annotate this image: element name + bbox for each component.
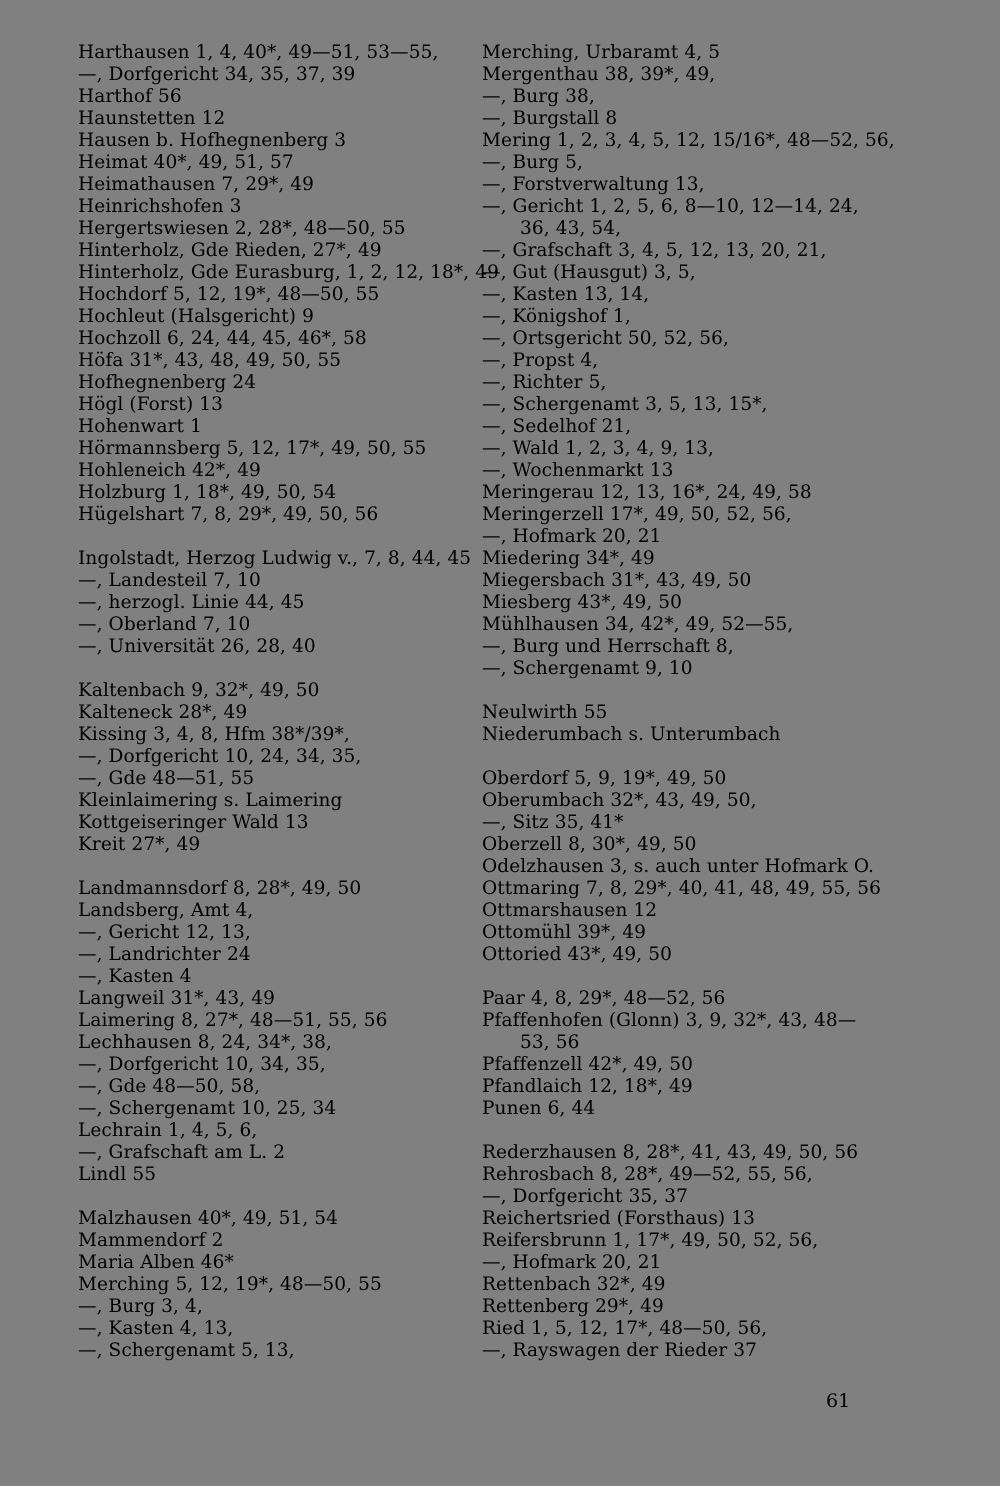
index-entry: —, Burg 38,	[482, 86, 595, 107]
index-entry: Harthof 56	[78, 86, 182, 107]
index-entry: —, Hofmark 20, 21	[482, 526, 662, 547]
index-entry: Hausen b. Hofhegnenberg 3	[78, 130, 347, 151]
index-entry: Hörmannsberg 5, 12, 17*, 49, 50, 55	[78, 438, 427, 459]
index-entry: —, Gericht 12, 13,	[78, 922, 251, 943]
index-entry: Rederzhausen 8, 28*, 41, 43, 49, 50, 56	[482, 1142, 859, 1163]
index-entry: Langweil 31*, 43, 49	[78, 988, 275, 1009]
index-entry-continuation: 36, 43, 54,	[520, 218, 622, 239]
index-entry: Rettenbach 32*, 49	[482, 1274, 666, 1295]
index-column-left	[78, 42, 499, 1384]
index-entry: —, Landesteil 7, 10	[78, 570, 261, 591]
index-entry: Rehrosbach 8, 28*, 49—52, 55, 56,	[482, 1164, 813, 1185]
index-entry: —, Wald 1, 2, 3, 4, 9, 13,	[482, 438, 715, 459]
index-entry: —, Dorfgericht 34, 35, 37, 39	[78, 64, 356, 85]
index-entry: Punen 6, 44	[482, 1098, 596, 1119]
index-entry: —, Kasten 4	[78, 966, 192, 987]
index-letter-group	[482, 42, 895, 680]
index-entry: Merching, Urbaramt 4, 5	[482, 42, 721, 63]
index-entry: Hochdorf 5, 12, 19*, 48—50, 55	[78, 284, 380, 305]
index-entry: Odelzhausen 3, s. auch unter Hofmark O.	[482, 856, 875, 877]
index-letter-group	[482, 768, 882, 966]
index-entry: —, Gericht 1, 2, 5, 6, 8—10, 12—14, 24,	[482, 196, 859, 217]
index-entry: —, Universität 26, 28, 40	[78, 636, 316, 657]
index-entry: —, Dorfgericht 10, 24, 34, 35,	[78, 746, 362, 767]
index-entry: —, Gde 48—51, 55	[78, 768, 255, 789]
index-entry: —, Schergenamt 9, 10	[482, 658, 693, 679]
index-entry: —, Sedelhof 21,	[482, 416, 632, 437]
index-entry: —, Burg 5,	[482, 152, 583, 173]
index-entry: Pfaffenzell 42*, 49, 50	[482, 1054, 693, 1075]
index-entry: Kaltenbach 9, 32*, 49, 50	[78, 680, 320, 701]
index-entry: Oberdorf 5, 9, 19*, 49, 50	[482, 768, 727, 789]
index-entry: Kissing 3, 4, 8, Hfm 38*/39*,	[78, 724, 350, 745]
index-entry: Laimering 8, 27*, 48—51, 55, 56	[78, 1010, 388, 1031]
index-entry: Landsberg, Amt 4,	[78, 900, 254, 921]
index-entry: Reifersbrunn 1, 17*, 49, 50, 52, 56,	[482, 1230, 819, 1251]
index-entry: Hohleneich 42*, 49	[78, 460, 261, 481]
index-entry: Merching 5, 12, 19*, 48—50, 55	[78, 1274, 382, 1295]
index-entry: Mühlhausen 34, 42*, 49, 52—55,	[482, 614, 794, 635]
index-entry: Högl (Forst) 13	[78, 394, 224, 415]
index-entry: Lechhausen 8, 24, 34*, 38,	[78, 1032, 333, 1053]
index-letter-group	[78, 548, 478, 658]
index-entry: —, Ortsgericht 50, 52, 56,	[482, 328, 729, 349]
index-entry: Oberumbach 32*, 43, 49, 50,	[482, 790, 757, 811]
index-entry: Höfa 31*, 43, 48, 49, 50, 55	[78, 350, 342, 371]
index-entry: —, Grafschaft 3, 4, 5, 12, 13, 20, 21,	[482, 240, 827, 261]
index-entry: Kalteneck 28*, 49	[78, 702, 248, 723]
index-entry: Mergenthau 38, 39*, 49,	[482, 64, 716, 85]
index-entry: Hinterholz, Gde Eurasburg, 1, 2, 12, 18*, 49	[78, 262, 499, 283]
index-entry: Mering 1, 2, 3, 4, 5, 12, 15/16*, 48—52, 56,	[482, 130, 895, 151]
index-entry: Pfandlaich 12, 18*, 49	[482, 1076, 693, 1097]
index-entry: Ottmarshausen 12	[482, 900, 658, 921]
index-entry: —, Schergenamt 3, 5, 13, 15*,	[482, 394, 768, 415]
index-entry: Ried 1, 5, 12, 17*, 48—50, 56,	[482, 1318, 768, 1339]
index-entry: —, Forstverwaltung 13,	[482, 174, 705, 195]
index-entry: —, Kasten 13, 14,	[482, 284, 650, 305]
index-entry: —, Königshof 1,	[482, 306, 631, 327]
index-entry: Ingolstadt, Herzog Ludwig v., 7, 8, 44, 45	[78, 548, 472, 569]
index-entry: —, Propst 4,	[482, 350, 599, 371]
index-entry: —, Kasten 4, 13,	[78, 1318, 234, 1339]
index-letter-group	[78, 680, 478, 856]
index-entry: Oberzell 8, 30*, 49, 50	[482, 834, 697, 855]
index-entry: Maria Alben 46*	[78, 1252, 234, 1273]
index-entry: Mammendorf 2	[78, 1230, 224, 1251]
index-entry: Meringerau 12, 13, 16*, 24, 49, 58	[482, 482, 812, 503]
index-entry: —, Burgstall 8	[482, 108, 618, 129]
index-entry: Reichertsried (Forsthaus) 13	[482, 1208, 755, 1229]
index-letter-group	[482, 1142, 882, 1362]
index-entry: —, Rayswagen der Rieder 37	[482, 1340, 758, 1361]
index-entry: —, Gde 48—50, 58,	[78, 1076, 261, 1097]
index-entry: —, Dorfgericht 35, 37	[482, 1186, 689, 1207]
index-entry: Haunstetten 12	[78, 108, 226, 129]
index-entry: Hohenwart 1	[78, 416, 202, 437]
index-entry: Miegersbach 31*, 43, 49, 50	[482, 570, 752, 591]
index-entry: Heinrichshofen 3	[78, 196, 242, 217]
index-entry: Ottomühl 39*, 49	[482, 922, 647, 943]
index-letter-group	[78, 878, 478, 1186]
index-entry: —, Schergenamt 10, 25, 34	[78, 1098, 337, 1119]
index-letter-group	[78, 1208, 478, 1362]
index-entry: —, herzogl. Linie 44, 45	[78, 592, 305, 613]
index-entry: Lindl 55	[78, 1164, 157, 1185]
index-entry: Hügelshart 7, 8, 29*, 49, 50, 56	[78, 504, 379, 525]
index-entry: —, Burg 3, 4,	[78, 1296, 203, 1317]
index-entry: —, Richter 5,	[482, 372, 607, 393]
index-entry: —, Grafschaft am L. 2	[78, 1142, 286, 1163]
index-entry: Holzburg 1, 18*, 49, 50, 54	[78, 482, 337, 503]
index-letter-group	[78, 42, 499, 526]
index-entry: Heimathausen 7, 29*, 49	[78, 174, 315, 195]
index-entry: Harthausen 1, 4, 40*, 49—51, 53—55,	[78, 42, 439, 63]
index-entry: —, Gut (Hausgut) 3, 5,	[482, 262, 696, 283]
index-entry: Landmannsdorf 8, 28*, 49, 50	[78, 878, 362, 899]
index-entry: Hofhegnenberg 24	[78, 372, 257, 393]
index-entry: Malzhausen 40*, 49, 51, 54	[78, 1208, 339, 1229]
index-entry: —, Wochenmarkt 13	[482, 460, 674, 481]
index-entry: —, Dorfgericht 10, 34, 35,	[78, 1054, 326, 1075]
index-entry: —, Hofmark 20, 21	[482, 1252, 662, 1273]
index-entry: Miedering 34*, 49	[482, 548, 655, 569]
index-entry: Hochleut (Halsgericht) 9	[78, 306, 314, 327]
index-entry: —, Landrichter 24	[78, 944, 251, 965]
index-entry: —, Sitz 35, 41*	[482, 812, 624, 833]
index-entry: —, Schergenamt 5, 13,	[78, 1340, 295, 1361]
index-entry: Meringerzell 17*, 49, 50, 52, 56,	[482, 504, 792, 525]
index-entry: Paar 4, 8, 29*, 48—52, 56	[482, 988, 726, 1009]
index-entry: Heimat 40*, 49, 51, 57	[78, 152, 294, 173]
index-entry: Neulwirth 55	[482, 702, 608, 723]
index-entry: Kleinlaimering s. Laimering	[78, 790, 343, 811]
index-entry: —, Burg und Herrschaft 8,	[482, 636, 734, 657]
index-entry: Hochzoll 6, 24, 44, 45, 46*, 58	[78, 328, 367, 349]
index-entry: Ottmaring 7, 8, 29*, 40, 41, 48, 49, 55, 56	[482, 878, 881, 899]
index-entry: Rettenberg 29*, 49	[482, 1296, 664, 1317]
index-entry: Miesberg 43*, 49, 50	[482, 592, 683, 613]
index-entry-continuation: 53, 56	[520, 1032, 580, 1053]
page-number: 61	[826, 1390, 851, 1412]
index-entry: Kottgeiseringer Wald 13	[78, 812, 309, 833]
index-entry: Hinterholz, Gde Rieden, 27*, 49	[78, 240, 382, 261]
index-entry: Hergertswiesen 2, 28*, 48—50, 55	[78, 218, 406, 239]
index-letter-group	[482, 988, 882, 1120]
index-entry: Kreit 27*, 49	[78, 834, 201, 855]
index-entry: Pfaffenhofen (Glonn) 3, 9, 32*, 43, 48—	[482, 1010, 857, 1031]
index-entry: Niederumbach s. Unterumbach	[482, 724, 781, 745]
index-entry: —, Oberland 7, 10	[78, 614, 251, 635]
index-entry: Ottoried 43*, 49, 50	[482, 944, 672, 965]
index-column-right	[482, 42, 895, 1384]
index-letter-group	[482, 702, 882, 746]
index-entry: Lechrain 1, 4, 5, 6,	[78, 1120, 258, 1141]
